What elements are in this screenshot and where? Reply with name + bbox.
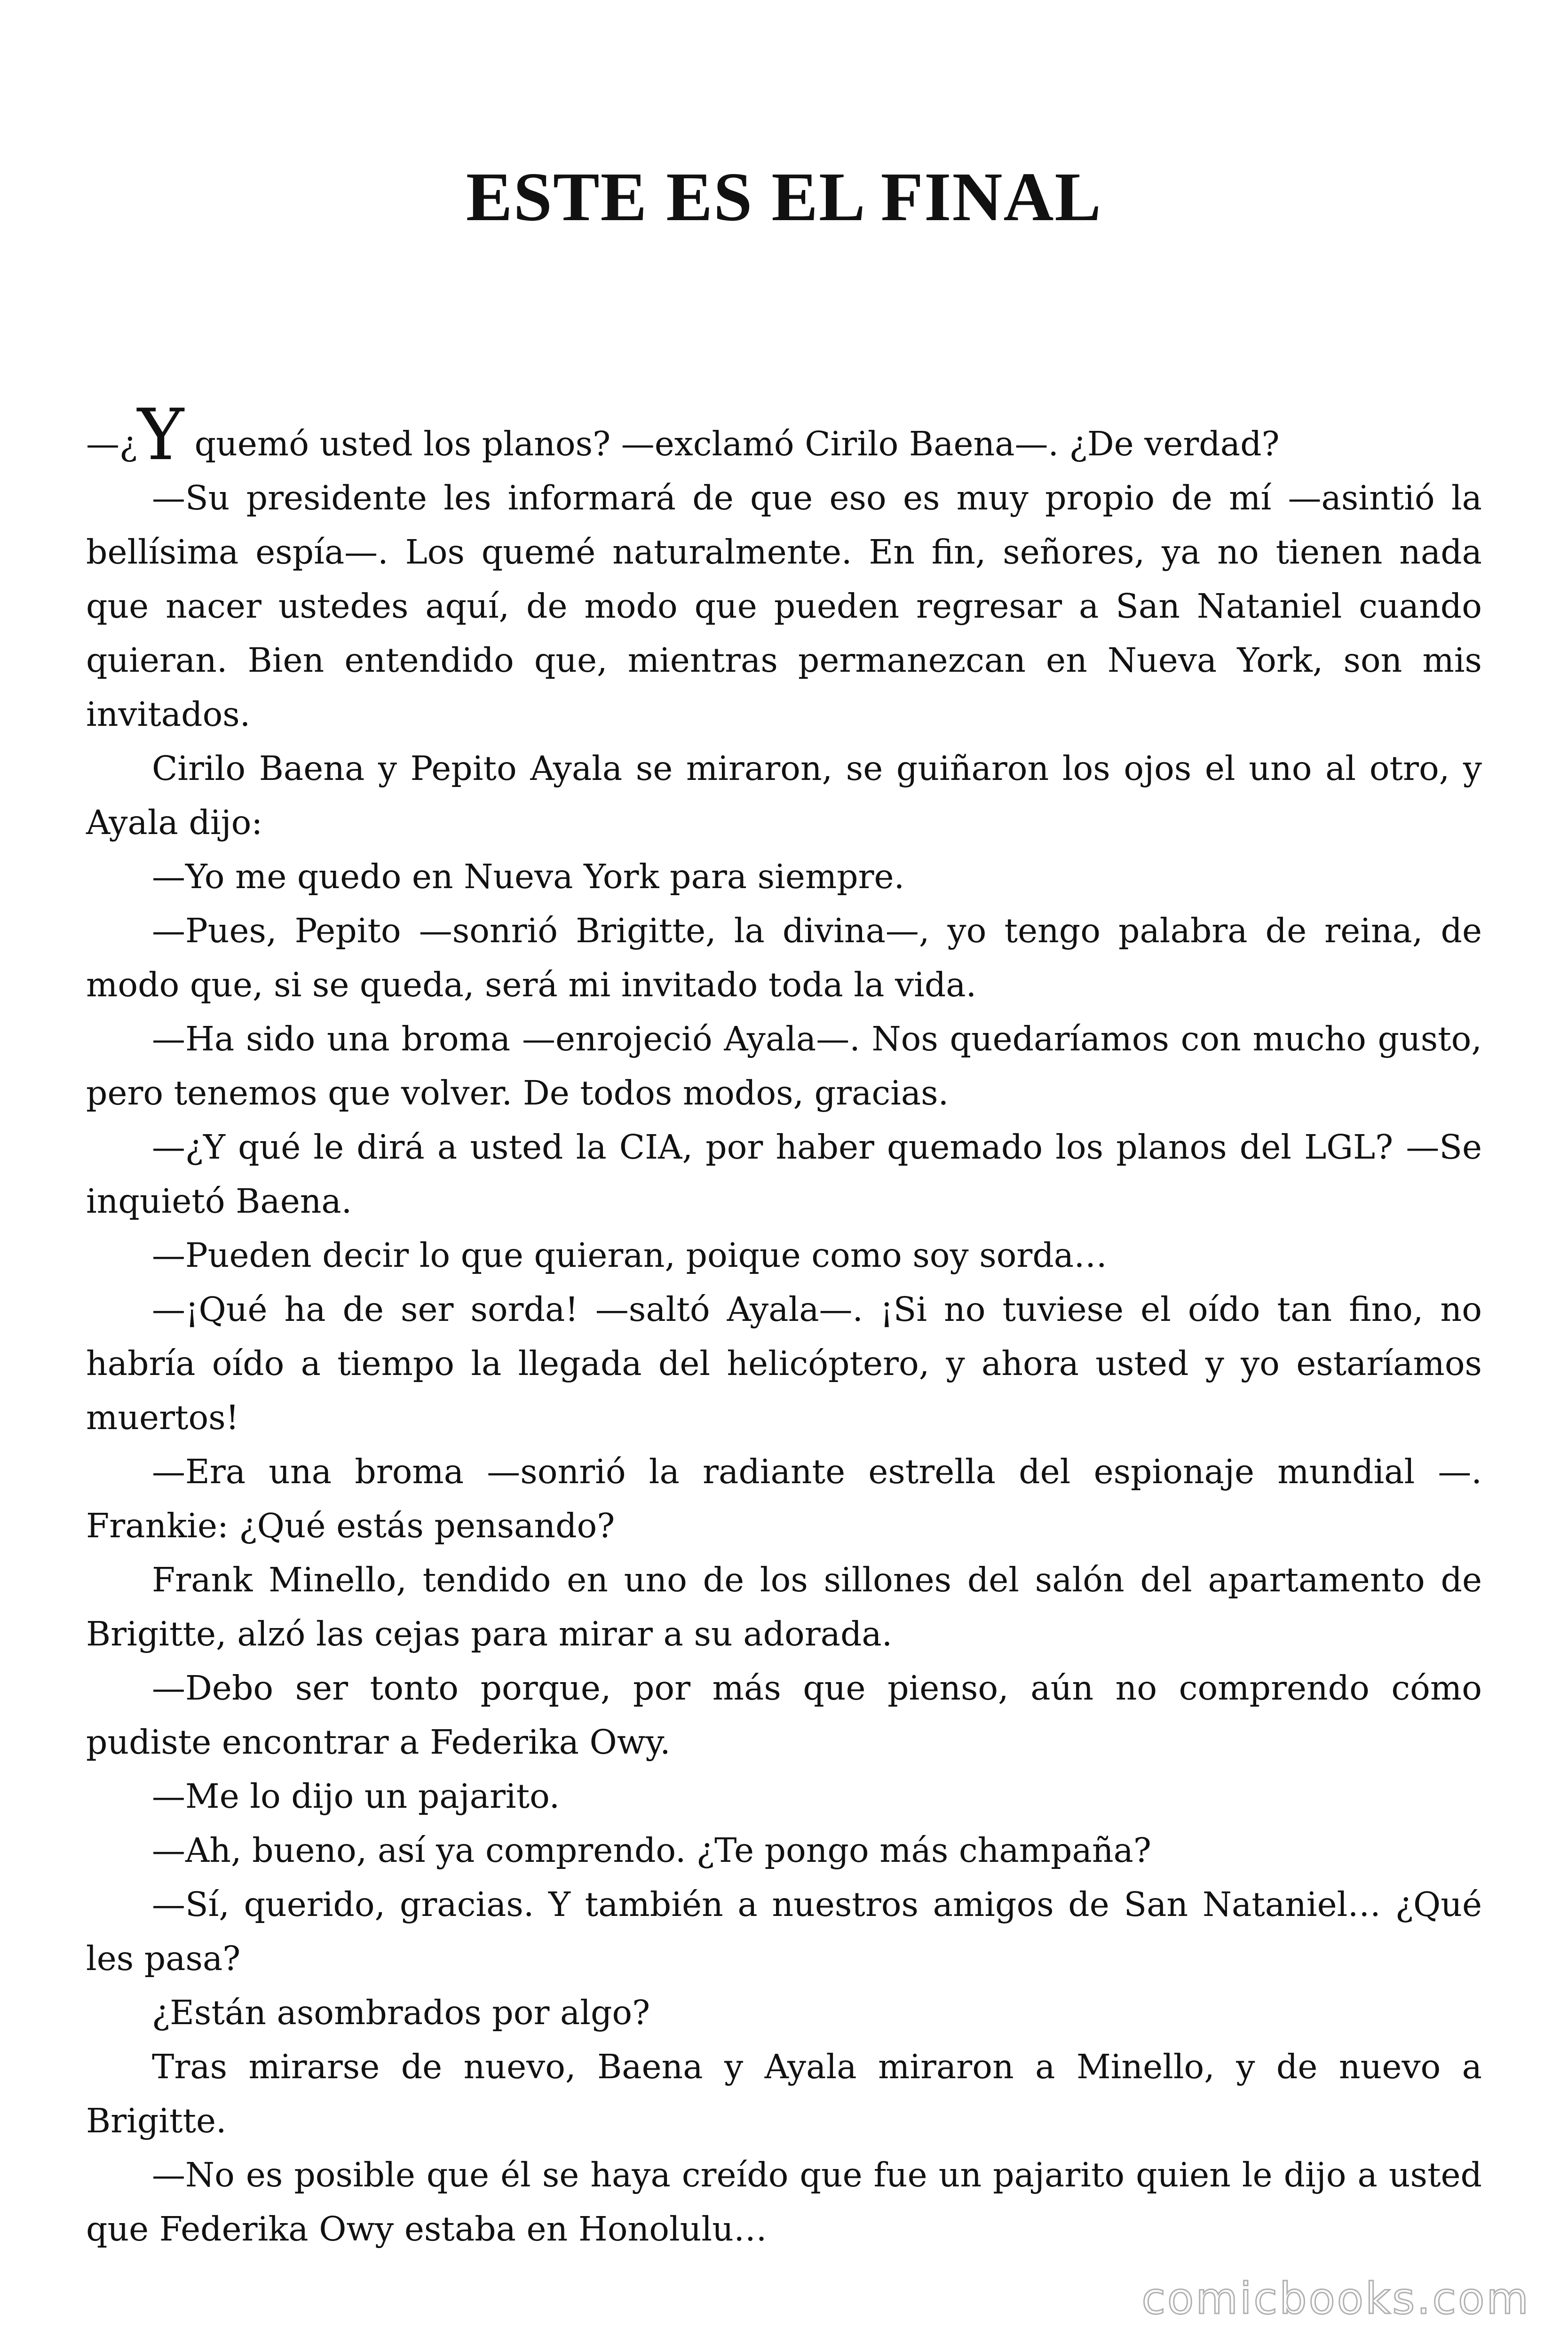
paragraph: —¿Y qué le dirá a usted la CIA, por haber quemado los planos del LGL? —Se inquietó Baena. (86, 1128, 1482, 1221)
paragraph: Cirilo Baena y Pepito Ayala se miraron, se guiñaron los ojos el uno al otro, y Ayala dijo: (86, 749, 1482, 842)
paragraph: —Ha sido una broma —enrojeció Ayala—. Nos quedaríamos con mucho gusto, pero tenemos que volver. De todos modos, gracias. (86, 1019, 1482, 1112)
chapter-title: ESTE ES EL FINAL (466, 159, 1102, 236)
paragraph: —Era una broma —sonrió la radiante estrella del espionaje mundial —. Frankie: ¿Qué estás pensando? (86, 1452, 1482, 1545)
paragraph: ¿Están asombrados por algo? (152, 1993, 650, 2032)
opening-paragraph (86, 394, 1482, 476)
paragraph: —Yo me quedo en Nueva York para siempre. (152, 857, 905, 896)
watermark: comicbooks.com (1141, 2273, 1530, 2324)
paragraph: —Me lo dijo un pajarito. (152, 1777, 560, 1816)
opening-dash: —¿ (86, 424, 138, 463)
paragraph: —Pueden decir lo que quieran, poique como soy sorda… (152, 1236, 1108, 1275)
paragraph: —No es posible que él se haya creído que fue un pajarito quien le dijo a usted que Federika Owy estaba en Honolulu… (86, 2155, 1482, 2249)
paragraph: Tras mirarse de nuevo, Baena y Ayala miraron a Minello, y de nuevo a Brigitte. (86, 2047, 1482, 2140)
opening-text: quemó usted los planos? —exclamó Cirilo Baena—. ¿De verdad? (184, 424, 1280, 463)
drop-cap-letter: Y (137, 394, 184, 476)
paragraph: —Ah, bueno, así ya comprendo. ¿Te pongo más champaña? (152, 1831, 1151, 1870)
paragraph: —Su presidente les informará de que eso es muy propio de mí —asintió la bellísima espía—. Los quemé naturalmente. En fin, señores, ya no tienen nada que nacer ustedes aquí, de modo que pueden regresar a San Nataniel cuando quieran. Bien entendido que, mientras permanezcan en Nueva York, son mis invitados. (86, 478, 1482, 734)
chapter-text (86, 394, 1482, 2256)
paragraph: —Debo ser tonto porque, por más que pienso, aún no comprendo cómo pudiste encontrar a Federika Owy. (86, 1669, 1482, 1762)
paragraph: —Sí, querido, gracias. Y también a nuestros amigos de San Nataniel… ¿Qué les pasa? (86, 1885, 1482, 1978)
paragraph: Frank Minello, tendido en uno de los sillones del salón del apartamento de Brigitte, alzó las cejas para mirar a su adorada. (86, 1560, 1482, 1653)
paragraph: —Pues, Pepito —sonrió Brigitte, la divina—, yo tengo palabra de reina, de modo que, si se queda, será mi invitado toda la vida. (86, 911, 1482, 1004)
paragraph: —¡Qué ha de ser sorda! —saltó Ayala—. ¡Si no tuviese el oído tan fino, no habría oído a tiempo la llegada del helicóptero, y ahora usted y yo estaríamos muertos! (86, 1290, 1482, 1437)
